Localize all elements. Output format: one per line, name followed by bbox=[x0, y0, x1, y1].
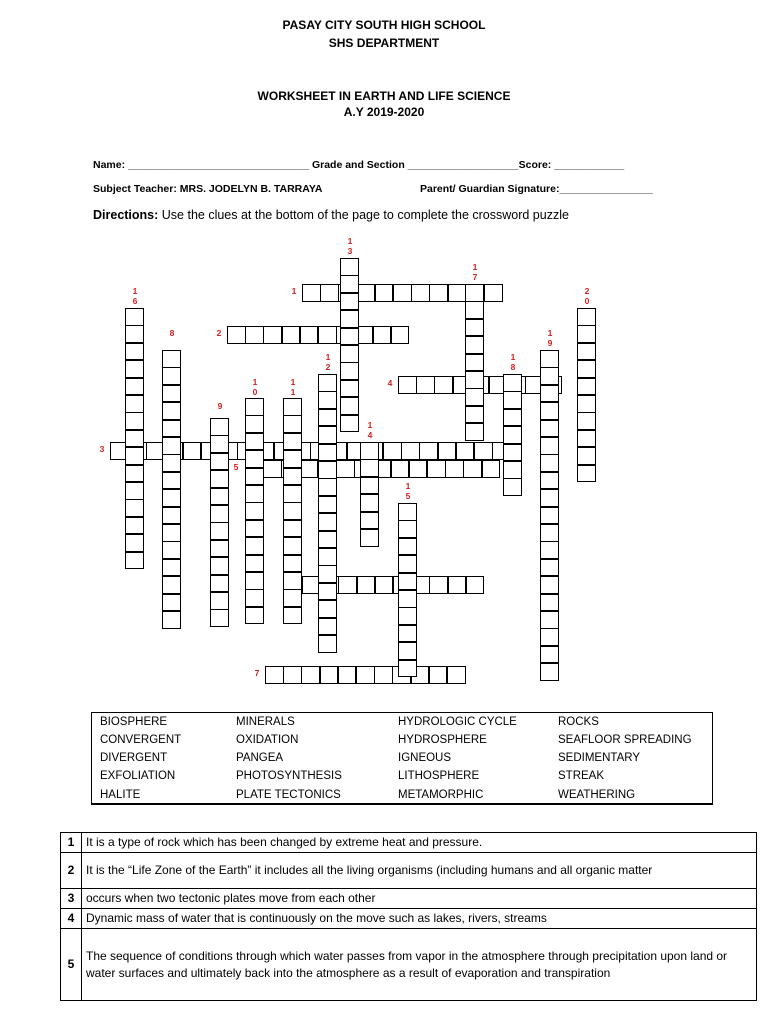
crossword-cell[interactable] bbox=[245, 468, 264, 486]
crossword-cell[interactable] bbox=[125, 430, 144, 448]
crossword-cell[interactable] bbox=[540, 576, 559, 594]
crossword-cell[interactable] bbox=[283, 520, 302, 538]
crossword-cell[interactable] bbox=[340, 275, 359, 293]
crossword-cell[interactable] bbox=[419, 442, 438, 460]
crossword-cell[interactable] bbox=[466, 576, 485, 594]
crossword-cell[interactable] bbox=[318, 444, 337, 462]
crossword-cell[interactable] bbox=[465, 371, 484, 389]
crossword-cell[interactable] bbox=[162, 489, 181, 507]
crossword-cell[interactable] bbox=[465, 336, 484, 354]
crossword-cell[interactable] bbox=[577, 325, 596, 343]
crossword-cell[interactable] bbox=[245, 555, 264, 573]
crossword-cell[interactable] bbox=[340, 293, 359, 311]
crossword-cell[interactable] bbox=[245, 572, 264, 590]
crossword-cell[interactable] bbox=[383, 442, 402, 460]
crossword-cell[interactable] bbox=[245, 398, 264, 416]
clue-number-label: 1 3 bbox=[347, 236, 353, 256]
crossword-cell[interactable] bbox=[210, 540, 229, 558]
crossword-cell[interactable] bbox=[320, 666, 339, 684]
crossword-cell[interactable] bbox=[300, 326, 319, 344]
crossword-cell[interactable] bbox=[416, 376, 435, 394]
crossword-cell[interactable] bbox=[210, 609, 229, 627]
crossword-cell[interactable] bbox=[301, 666, 320, 684]
crossword-cell[interactable] bbox=[540, 454, 559, 472]
word-bank-item: IGNEOUS bbox=[398, 752, 452, 764]
crossword-cell[interactable] bbox=[318, 618, 337, 636]
crossword-cell[interactable] bbox=[318, 600, 337, 618]
crossword-cell[interactable] bbox=[125, 360, 144, 378]
crossword-cell[interactable] bbox=[162, 420, 181, 438]
crossword-cell[interactable] bbox=[356, 666, 375, 684]
crossword-cell[interactable] bbox=[125, 447, 144, 465]
crossword-cell[interactable] bbox=[162, 350, 181, 368]
crossword-cell[interactable] bbox=[318, 565, 337, 583]
crossword-cell[interactable] bbox=[162, 402, 181, 420]
crossword-cell[interactable] bbox=[540, 507, 559, 525]
crossword-cell[interactable] bbox=[162, 507, 181, 525]
word-bank-item: STREAK bbox=[558, 770, 605, 782]
crossword-cell[interactable] bbox=[427, 460, 446, 478]
word-bank-item: PHOTOSYNTHESIS bbox=[236, 770, 342, 782]
crossword-cell[interactable] bbox=[210, 435, 229, 453]
crossword-cell[interactable] bbox=[318, 409, 337, 427]
crossword-cell[interactable] bbox=[465, 388, 484, 406]
crossword-cell[interactable] bbox=[401, 442, 420, 460]
crossword-cell[interactable] bbox=[245, 520, 264, 538]
clue-text: It is the “Life Zone of the Earth” it includes all the living organisms (including humans and all organic matter bbox=[82, 853, 757, 889]
crossword-cell[interactable] bbox=[540, 663, 559, 681]
word-bank-item: HALITE bbox=[100, 789, 141, 801]
word-bank-item: BIOSPHERE bbox=[100, 716, 168, 728]
clue-number: 5 bbox=[61, 929, 82, 1001]
crossword-cell[interactable] bbox=[283, 468, 302, 486]
clue-number-label: 1 6 bbox=[132, 286, 138, 306]
crossword-cell[interactable] bbox=[162, 541, 181, 559]
crossword-cell[interactable] bbox=[245, 450, 264, 468]
crossword-cell[interactable] bbox=[162, 559, 181, 577]
crossword-cell[interactable] bbox=[318, 426, 337, 444]
crossword-cell[interactable] bbox=[577, 378, 596, 396]
crossword-cell[interactable] bbox=[465, 423, 484, 441]
clue-number-label: 1 1 bbox=[290, 377, 296, 397]
crossword-cell[interactable] bbox=[357, 284, 376, 302]
clue-number-label: 1 7 bbox=[472, 262, 478, 282]
crossword-cell[interactable] bbox=[125, 482, 144, 500]
crossword-cell[interactable] bbox=[338, 666, 357, 684]
crossword-cell[interactable] bbox=[125, 395, 144, 413]
crossword-cell[interactable] bbox=[318, 461, 337, 479]
crossword-cell[interactable] bbox=[125, 517, 144, 535]
crossword-cell[interactable] bbox=[393, 284, 412, 302]
crossword-cell[interactable] bbox=[162, 594, 181, 612]
clue-number-label: 8 bbox=[169, 328, 175, 338]
crossword-cell[interactable] bbox=[125, 534, 144, 552]
crossword-cell[interactable] bbox=[540, 350, 559, 368]
crossword-cell[interactable] bbox=[245, 326, 264, 344]
crossword-cell[interactable] bbox=[283, 398, 302, 416]
crossword-cell[interactable] bbox=[409, 460, 428, 478]
crossword-cell[interactable] bbox=[283, 415, 302, 433]
crossword-cell[interactable] bbox=[318, 496, 337, 514]
word-bank-item: ROCKS bbox=[558, 716, 599, 728]
word-bank-item: HYDROSPHERE bbox=[398, 734, 487, 746]
crossword-cell[interactable] bbox=[577, 308, 596, 326]
crossword-cell[interactable] bbox=[283, 502, 302, 520]
crossword-cell[interactable] bbox=[463, 460, 482, 478]
crossword-cell[interactable] bbox=[503, 391, 522, 409]
guardian-signature-line: Parent/ Guardian Signature:________________ bbox=[420, 183, 653, 195]
crossword-cell[interactable] bbox=[283, 433, 302, 451]
crossword-cell[interactable] bbox=[210, 453, 229, 471]
crossword-cell[interactable] bbox=[245, 589, 264, 607]
crossword-cell[interactable] bbox=[503, 461, 522, 479]
crossword-cell[interactable] bbox=[210, 505, 229, 523]
crossword-cell[interactable] bbox=[245, 433, 264, 451]
crossword-cell[interactable] bbox=[398, 660, 417, 678]
clue-number-label: 9 bbox=[217, 401, 223, 411]
crossword-cell[interactable] bbox=[373, 326, 392, 344]
crossword-cell[interactable] bbox=[283, 666, 302, 684]
clue-row bbox=[61, 889, 757, 909]
crossword-cell[interactable] bbox=[210, 522, 229, 540]
crossword-cell[interactable] bbox=[465, 319, 484, 337]
crossword-cell[interactable] bbox=[210, 557, 229, 575]
crossword-cell[interactable] bbox=[125, 325, 144, 343]
crossword-cell[interactable] bbox=[125, 465, 144, 483]
crossword-cell[interactable] bbox=[411, 284, 430, 302]
crossword-cell[interactable] bbox=[162, 472, 181, 490]
crossword-cell[interactable] bbox=[283, 450, 302, 468]
crossword-cell[interactable] bbox=[340, 345, 359, 363]
clue-text: Dynamic mass of water that is continuously on the move such as lakes, rivers, streams bbox=[82, 909, 757, 929]
crossword-cell[interactable] bbox=[398, 625, 417, 643]
clue-number: 3 bbox=[61, 889, 82, 909]
crossword-cell[interactable] bbox=[540, 541, 559, 559]
word-bank-item: PANGEA bbox=[236, 752, 284, 764]
crossword-cell[interactable] bbox=[210, 488, 229, 506]
crossword-cell[interactable] bbox=[540, 628, 559, 646]
crossword-cell[interactable] bbox=[465, 284, 484, 302]
word-bank-item: MINERALS bbox=[236, 716, 295, 728]
crossword-cell[interactable] bbox=[340, 258, 359, 276]
crossword-cell[interactable] bbox=[282, 326, 301, 344]
name-grade-score-line: Name: _______________________________ Grade and Section ___________________Score: ____________ bbox=[93, 159, 625, 171]
word-bank-item: OXIDATION bbox=[236, 734, 299, 746]
clue-text: occurs when two tectonic plates move from each other bbox=[82, 889, 757, 909]
crossword-cell[interactable] bbox=[283, 572, 302, 590]
crossword-cell[interactable] bbox=[503, 409, 522, 427]
crossword-cell[interactable] bbox=[391, 326, 410, 344]
crossword-cell[interactable] bbox=[360, 529, 379, 547]
clue-text: The sequence of conditions through which water passes from vapor in the atmosphere through precipitation upon land or water surfaces and ultimately back into the atmosphere as a result of evaporation and transpiration bbox=[82, 929, 757, 1001]
crossword-cell[interactable] bbox=[338, 576, 357, 594]
crossword-cell[interactable] bbox=[577, 343, 596, 361]
crossword-cell[interactable] bbox=[263, 326, 282, 344]
crossword-cell[interactable] bbox=[162, 611, 181, 629]
crossword-cell[interactable] bbox=[447, 666, 466, 684]
clue-number-label: 5 bbox=[233, 462, 239, 472]
crossword-cell[interactable] bbox=[162, 524, 181, 542]
crossword-cell[interactable] bbox=[540, 646, 559, 664]
crossword-cell[interactable] bbox=[318, 478, 337, 496]
crossword-cell[interactable] bbox=[162, 385, 181, 403]
crossword-cell[interactable] bbox=[577, 412, 596, 430]
crossword-cell[interactable] bbox=[210, 418, 229, 436]
crossword-cell[interactable] bbox=[577, 395, 596, 413]
clue-row bbox=[61, 929, 757, 1001]
crossword-cell[interactable] bbox=[375, 576, 394, 594]
crossword-cell[interactable] bbox=[391, 460, 410, 478]
clue-number: 4 bbox=[61, 909, 82, 929]
crossword-cell[interactable] bbox=[162, 437, 181, 455]
crossword-cell[interactable] bbox=[503, 444, 522, 462]
crossword-cell[interactable] bbox=[210, 575, 229, 593]
crossword-cell[interactable] bbox=[125, 308, 144, 326]
crossword-cell[interactable] bbox=[577, 465, 596, 483]
crossword-cell[interactable] bbox=[360, 494, 379, 512]
word-bank-item: WEATHERING bbox=[558, 789, 636, 801]
word-bank-item: HYDROLOGIC CYCLE bbox=[398, 716, 517, 728]
crossword-cell[interactable] bbox=[125, 499, 144, 517]
crossword-cell[interactable] bbox=[398, 555, 417, 573]
crossword-cell[interactable] bbox=[429, 666, 448, 684]
clue-number: 1 bbox=[61, 833, 82, 853]
clue-number-label: 1 0 bbox=[252, 377, 258, 397]
crossword-cell[interactable] bbox=[540, 524, 559, 542]
clue-number-label: 1 9 bbox=[547, 328, 553, 348]
crossword-cell[interactable] bbox=[125, 378, 144, 396]
crossword-cell[interactable] bbox=[540, 594, 559, 612]
crossword-cell[interactable] bbox=[398, 573, 417, 591]
crossword-cell[interactable] bbox=[265, 666, 284, 684]
crossword-cell[interactable] bbox=[210, 592, 229, 610]
word-bank-item: METAMORPHIC bbox=[398, 789, 484, 801]
clue-number-label: 1 8 bbox=[510, 352, 516, 372]
crossword-cell[interactable] bbox=[162, 576, 181, 594]
clue-number-label: 1 5 bbox=[405, 481, 411, 501]
clue-text: It is a type of rock which has been changed by extreme heat and pressure. bbox=[82, 833, 757, 853]
crossword-cell[interactable] bbox=[283, 555, 302, 573]
crossword-cell[interactable] bbox=[540, 559, 559, 577]
crossword-cell[interactable] bbox=[398, 376, 417, 394]
word-bank-item: SEAFLOOR SPREADING bbox=[558, 734, 692, 746]
crossword-cell[interactable] bbox=[540, 437, 559, 455]
crossword-cell[interactable] bbox=[540, 472, 559, 490]
crossword-cell[interactable] bbox=[318, 374, 337, 392]
crossword-cell[interactable] bbox=[438, 442, 457, 460]
crossword-cell[interactable] bbox=[318, 635, 337, 653]
crossword-cell[interactable] bbox=[227, 326, 246, 344]
clue-number-label: 3 bbox=[99, 444, 105, 454]
crossword-cell[interactable] bbox=[398, 503, 417, 521]
clue-number-label: 2 0 bbox=[584, 286, 590, 306]
crossword-cell[interactable] bbox=[360, 442, 379, 460]
crossword-cell[interactable] bbox=[484, 284, 503, 302]
worksheet-title: WORKSHEET IN EARTH AND LIFE SCIENCE bbox=[257, 89, 511, 103]
crossword-cell[interactable] bbox=[429, 284, 448, 302]
crossword-cell[interactable] bbox=[283, 589, 302, 607]
crossword-cell[interactable] bbox=[360, 477, 379, 495]
crossword-cell[interactable] bbox=[445, 460, 464, 478]
clue-number-label: 1 bbox=[291, 286, 297, 296]
word-bank-item: LITHOSPHERE bbox=[398, 770, 480, 782]
crossword-cell[interactable] bbox=[360, 459, 379, 477]
crossword-cell[interactable] bbox=[318, 548, 337, 566]
crossword-cell[interactable] bbox=[162, 367, 181, 385]
crossword-cell[interactable] bbox=[503, 374, 522, 392]
crossword-cell[interactable] bbox=[577, 430, 596, 448]
crossword-cell[interactable] bbox=[434, 376, 453, 394]
clue-number: 2 bbox=[61, 853, 82, 889]
clue-number-label: 2 bbox=[216, 328, 222, 338]
crossword-cell[interactable] bbox=[125, 343, 144, 361]
crossword-cell[interactable] bbox=[482, 460, 501, 478]
crossword-cell[interactable] bbox=[540, 611, 559, 629]
crossword-cell[interactable] bbox=[540, 489, 559, 507]
word-bank-item: EXFOLIATION bbox=[100, 770, 176, 782]
crossword-cell[interactable] bbox=[318, 583, 337, 601]
crossword-cell[interactable] bbox=[320, 284, 339, 302]
crossword-cell[interactable] bbox=[448, 284, 467, 302]
crossword-cell[interactable] bbox=[577, 360, 596, 378]
crossword-cell[interactable] bbox=[336, 460, 355, 478]
crossword-cell[interactable] bbox=[360, 512, 379, 530]
crossword-cell[interactable] bbox=[465, 301, 484, 319]
crossword-cell[interactable] bbox=[245, 502, 264, 520]
crossword-cell[interactable] bbox=[340, 310, 359, 328]
word-bank-item: DIVERGENT bbox=[100, 752, 168, 764]
word-bank-item: SEDIMENTARY bbox=[558, 752, 641, 764]
crossword-cell[interactable] bbox=[503, 478, 522, 496]
crossword-cell[interactable] bbox=[318, 531, 337, 549]
crossword-cell[interactable] bbox=[340, 380, 359, 398]
crossword-cell[interactable] bbox=[540, 402, 559, 420]
crossword-cell[interactable] bbox=[456, 442, 475, 460]
clue-number-label: 7 bbox=[254, 668, 260, 678]
crossword-cell[interactable] bbox=[283, 485, 302, 503]
crossword-cell[interactable] bbox=[318, 326, 337, 344]
crossword-cell[interactable] bbox=[210, 470, 229, 488]
crossword-cell[interactable] bbox=[300, 460, 319, 478]
crossword-cell[interactable] bbox=[398, 520, 417, 538]
crossword-cell[interactable] bbox=[540, 367, 559, 385]
clue-number-label: 1 4 bbox=[367, 420, 373, 440]
clue-row bbox=[61, 853, 757, 889]
crossword-cell[interactable] bbox=[283, 607, 302, 625]
crossword-cell[interactable] bbox=[340, 362, 359, 380]
crossword-cell[interactable] bbox=[540, 420, 559, 438]
clue-row bbox=[61, 909, 757, 929]
academic-year: A.Y 2019-2020 bbox=[343, 105, 425, 119]
crossword-cell[interactable] bbox=[398, 642, 417, 660]
crossword-cell[interactable] bbox=[503, 426, 522, 444]
crossword-cell[interactable] bbox=[398, 607, 417, 625]
crossword-cell[interactable] bbox=[125, 412, 144, 430]
subject-teacher-line: Subject Teacher: MRS. JODELYN B. TARRAYA bbox=[93, 183, 323, 195]
crossword-cell[interactable] bbox=[465, 354, 484, 372]
crossword-cell[interactable] bbox=[318, 391, 337, 409]
word-bank bbox=[91, 712, 713, 805]
crossword-cell[interactable] bbox=[375, 284, 394, 302]
crossword-cell[interactable] bbox=[245, 415, 264, 433]
crossword-cell[interactable] bbox=[429, 576, 448, 594]
clue-row bbox=[61, 833, 757, 853]
crossword-cell[interactable] bbox=[448, 576, 467, 594]
directions-text: Use the clues at the bottom of the page to complete the crossword puzzle bbox=[158, 208, 569, 222]
crossword-cell[interactable] bbox=[340, 328, 359, 346]
crossword-cell[interactable] bbox=[540, 385, 559, 403]
crossword-cell[interactable] bbox=[357, 576, 376, 594]
school-name: PASAY CITY SOUTH HIGH SCHOOL bbox=[282, 18, 486, 32]
crossword-cell[interactable] bbox=[398, 590, 417, 608]
crossword-cell[interactable] bbox=[374, 666, 393, 684]
crossword-cell[interactable] bbox=[398, 538, 417, 556]
crossword-cell[interactable] bbox=[283, 537, 302, 555]
crossword-cell[interactable] bbox=[263, 460, 282, 478]
department-name: SHS DEPARTMENT bbox=[328, 36, 440, 50]
crossword-cell[interactable] bbox=[183, 442, 202, 460]
clue-number-label: 4 bbox=[387, 378, 393, 388]
directions-label: Directions: bbox=[93, 208, 159, 222]
crossword-cell[interactable] bbox=[245, 607, 264, 625]
crossword-cell[interactable] bbox=[302, 284, 321, 302]
crossword-cell[interactable] bbox=[318, 513, 337, 531]
crossword-cell[interactable] bbox=[474, 442, 493, 460]
word-bank-item: CONVERGENT bbox=[100, 734, 182, 746]
clues-table bbox=[60, 832, 757, 1001]
crossword-cell[interactable] bbox=[245, 537, 264, 555]
crossword-cell[interactable] bbox=[465, 406, 484, 424]
crossword-cell[interactable] bbox=[245, 485, 264, 503]
crossword-cell[interactable] bbox=[340, 397, 359, 415]
crossword-cell[interactable] bbox=[577, 447, 596, 465]
crossword-cell[interactable] bbox=[162, 454, 181, 472]
crossword-cell[interactable] bbox=[125, 552, 144, 570]
word-bank-item: PLATE TECTONICS bbox=[236, 789, 341, 801]
clue-number-label: 1 2 bbox=[325, 352, 331, 372]
crossword-cell[interactable] bbox=[340, 415, 359, 433]
